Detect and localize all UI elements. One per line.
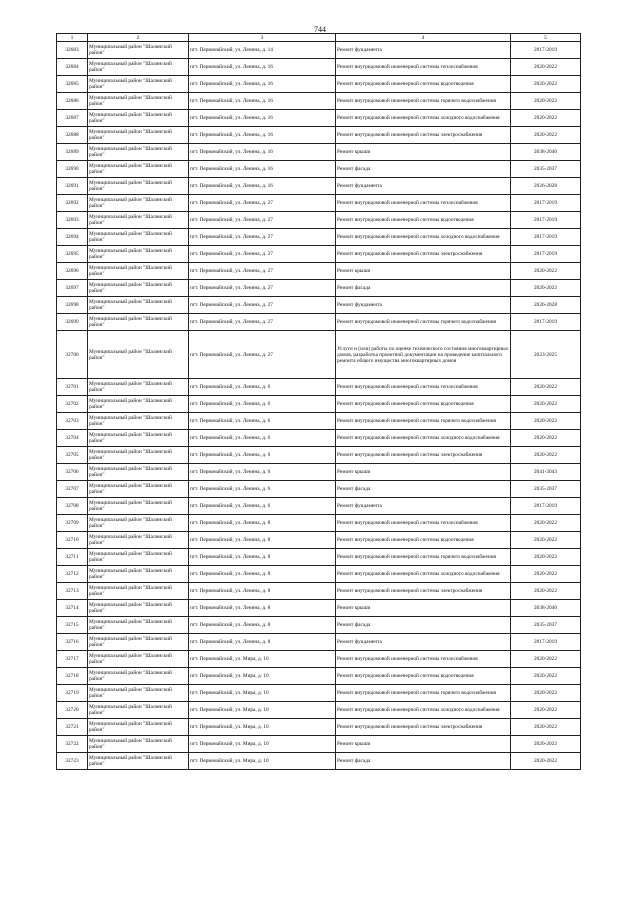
table-body bbox=[57, 42, 581, 770]
period-cell: 2020-2022 bbox=[511, 515, 581, 532]
address-cell: пгт. Первомайский, ул. Ленина, д. 6 bbox=[189, 379, 336, 396]
table-row bbox=[57, 498, 581, 515]
municipality-cell: Муниципальный район "Шалинский район" bbox=[88, 617, 189, 634]
row-id: 32712 bbox=[57, 566, 88, 583]
address-cell: пгт. Первомайский, ул. Ленина, д. 8 bbox=[189, 532, 336, 549]
period-cell: 2035-2037 bbox=[511, 617, 581, 634]
work-type-cell: Ремонт крыши bbox=[336, 144, 511, 161]
table-row bbox=[57, 753, 581, 770]
period-cell: 2017-2019 bbox=[511, 42, 581, 59]
address-cell: пгт. Первомайский, ул. Ленина, д. 6 bbox=[189, 413, 336, 430]
period-cell: 2020-2022 bbox=[511, 430, 581, 447]
table-row bbox=[57, 229, 581, 246]
period-cell: 2017-2019 bbox=[511, 314, 581, 331]
municipality-cell: Муниципальный район "Шалинский район" bbox=[88, 110, 189, 127]
table-row bbox=[57, 532, 581, 549]
municipality-cell: Муниципальный район "Шалинский район" bbox=[88, 464, 189, 481]
work-type-cell: Ремонт фасада bbox=[336, 753, 511, 770]
address-cell: пгт. Первомайский, ул. Ленина, д. 8 bbox=[189, 634, 336, 651]
work-type-cell: Ремонт внутридомовой инженерной системы электроснабжения bbox=[336, 127, 511, 144]
period-cell: 2038-2040 bbox=[511, 600, 581, 617]
table-row bbox=[57, 161, 581, 178]
work-type-cell: Ремонт внутридомовой инженерной системы теплоснабжения bbox=[336, 59, 511, 76]
period-cell: 2020-2022 bbox=[511, 736, 581, 753]
row-id: 32698 bbox=[57, 297, 88, 314]
row-id: 32709 bbox=[57, 515, 88, 532]
table-row bbox=[57, 144, 581, 161]
address-cell: пгт. Первомайский, ул. Ленина, д. 6 bbox=[189, 396, 336, 413]
municipality-cell: Муниципальный район "Шалинский район" bbox=[88, 719, 189, 736]
table-row bbox=[57, 583, 581, 600]
work-type-cell: Ремонт внутридомовой инженерной системы электроснабжения bbox=[336, 583, 511, 600]
municipality-cell: Муниципальный район "Шалинский район" bbox=[88, 161, 189, 178]
page-number: 744 bbox=[314, 25, 326, 34]
address-cell: пгт. Первомайский, ул. Ленина, д. 27 bbox=[189, 314, 336, 331]
table-row bbox=[57, 413, 581, 430]
address-cell: пгт. Первомайский, ул. Ленина, д. 8 bbox=[189, 583, 336, 600]
period-cell: 2017-2019 bbox=[511, 212, 581, 229]
table-row bbox=[57, 263, 581, 280]
period-cell: 2017-2019 bbox=[511, 195, 581, 212]
period-cell: 2020-2022 bbox=[511, 753, 581, 770]
row-id: 32697 bbox=[57, 280, 88, 297]
period-cell: 2020-2022 bbox=[511, 719, 581, 736]
municipality-cell: Муниципальный район "Шалинский район" bbox=[88, 447, 189, 464]
work-type-cell: Ремонт внутридомовой инженерной системы горячего водоснабжения bbox=[336, 685, 511, 702]
work-type-cell: Ремонт фундамента bbox=[336, 178, 511, 195]
period-cell: 2020-2022 bbox=[511, 668, 581, 685]
address-cell: пгт. Первомайский, ул. Ленина, д. 27 bbox=[189, 212, 336, 229]
row-id: 32719 bbox=[57, 685, 88, 702]
period-cell: 2020-2022 bbox=[511, 110, 581, 127]
row-id: 32700 bbox=[57, 331, 88, 379]
column-header-1: 1 bbox=[57, 34, 88, 42]
capital-repair-table bbox=[56, 33, 581, 770]
row-id: 32689 bbox=[57, 144, 88, 161]
address-cell: пгт. Первомайский, ул. Ленина, д. 8 bbox=[189, 549, 336, 566]
table-row bbox=[57, 127, 581, 144]
work-type-cell: Ремонт внутридомовой инженерной системы холодного водоснабжения bbox=[336, 110, 511, 127]
work-type-cell: Ремонт внутридомовой инженерной системы холодного водоснабжения bbox=[336, 229, 511, 246]
address-cell: пгт. Первомайский, ул. Мира, д. 10 bbox=[189, 702, 336, 719]
table-row bbox=[57, 280, 581, 297]
period-cell: 2020-2022 bbox=[511, 549, 581, 566]
work-type-cell: Ремонт внутридомовой инженерной системы холодного водоснабжения bbox=[336, 702, 511, 719]
municipality-cell: Муниципальный район "Шалинский район" bbox=[88, 42, 189, 59]
address-cell: пгт. Первомайский, ул. Ленина, д. 27 bbox=[189, 229, 336, 246]
table-row bbox=[57, 430, 581, 447]
table-row bbox=[57, 110, 581, 127]
row-id: 32702 bbox=[57, 396, 88, 413]
table-row bbox=[57, 651, 581, 668]
work-type-cell: Ремонт внутридомовой инженерной системы водоотведения bbox=[336, 396, 511, 413]
work-type-cell: Услуги и (или) работы по оценке технического состояния многоквартирных домов, разработка проектной документации на проведение капитального ремонта общего имущества многоквартирных домов bbox=[336, 331, 511, 379]
municipality-cell: Муниципальный район "Шалинский район" bbox=[88, 515, 189, 532]
period-cell: 2020-2022 bbox=[511, 413, 581, 430]
municipality-cell: Муниципальный район "Шалинский район" bbox=[88, 195, 189, 212]
address-cell: пгт. Первомайский, ул. Ленина, д. 16 bbox=[189, 76, 336, 93]
column-header-5: 5 bbox=[511, 34, 581, 42]
address-cell: пгт. Первомайский, ул. Ленина, д. 27 bbox=[189, 246, 336, 263]
municipality-cell: Муниципальный район "Шалинский район" bbox=[88, 178, 189, 195]
address-cell: пгт. Первомайский, ул. Ленина, д. 16 bbox=[189, 59, 336, 76]
table-row bbox=[57, 76, 581, 93]
address-cell: пгт. Первомайский, ул. Ленина, д. 27 bbox=[189, 297, 336, 314]
municipality-cell: Муниципальный район "Шалинский район" bbox=[88, 263, 189, 280]
column-header-3: 3 bbox=[189, 34, 336, 42]
row-id: 32720 bbox=[57, 702, 88, 719]
row-id: 32687 bbox=[57, 110, 88, 127]
period-cell: 2020-2022 bbox=[511, 396, 581, 413]
row-id: 32716 bbox=[57, 634, 88, 651]
address-cell: пгт. Первомайский, ул. Ленина, д. 16 bbox=[189, 161, 336, 178]
period-cell: 2020-2022 bbox=[511, 566, 581, 583]
table-row bbox=[57, 379, 581, 396]
municipality-cell: Муниципальный район "Шалинский район" bbox=[88, 331, 189, 379]
row-id: 32690 bbox=[57, 161, 88, 178]
address-cell: пгт. Первомайский, ул. Ленина, д. 16 bbox=[189, 127, 336, 144]
period-cell: 2038-2040 bbox=[511, 144, 581, 161]
row-id: 32695 bbox=[57, 246, 88, 263]
municipality-cell: Муниципальный район "Шалинский район" bbox=[88, 93, 189, 110]
address-cell: пгт. Первомайский, ул. Ленина, д. 6 bbox=[189, 481, 336, 498]
work-type-cell: Ремонт фасада bbox=[336, 481, 511, 498]
period-cell: 2035-2037 bbox=[511, 481, 581, 498]
work-type-cell: Ремонт внутридомовой инженерной системы теплоснабжения bbox=[336, 651, 511, 668]
address-cell: пгт. Первомайский, ул. Мира, д. 10 bbox=[189, 736, 336, 753]
row-id: 32691 bbox=[57, 178, 88, 195]
table-row bbox=[57, 246, 581, 263]
row-id: 32710 bbox=[57, 532, 88, 549]
municipality-cell: Муниципальный район "Шалинский район" bbox=[88, 379, 189, 396]
period-cell: 2020-2022 bbox=[511, 263, 581, 280]
table-row bbox=[57, 566, 581, 583]
municipality-cell: Муниципальный район "Шалинский район" bbox=[88, 76, 189, 93]
period-cell: 2020-2022 bbox=[511, 76, 581, 93]
row-id: 32704 bbox=[57, 430, 88, 447]
work-type-cell: Ремонт внутридомовой инженерной системы холодного водоснабжения bbox=[336, 430, 511, 447]
work-type-cell: Ремонт фасада bbox=[336, 617, 511, 634]
work-type-cell: Ремонт внутридомовой инженерной системы водоотведения bbox=[336, 212, 511, 229]
row-id: 32717 bbox=[57, 651, 88, 668]
header-row bbox=[57, 34, 581, 42]
period-cell: 2041-2043 bbox=[511, 464, 581, 481]
row-id: 32699 bbox=[57, 314, 88, 331]
address-cell: пгт. Первомайский, ул. Ленина, д. 27 bbox=[189, 195, 336, 212]
period-cell: 2017-2019 bbox=[511, 229, 581, 246]
work-type-cell: Ремонт внутридомовой инженерной системы электроснабжения bbox=[336, 246, 511, 263]
row-id: 32721 bbox=[57, 719, 88, 736]
work-type-cell: Ремонт фасада bbox=[336, 280, 511, 297]
address-cell: пгт. Первомайский, ул. Ленина, д. 16 bbox=[189, 110, 336, 127]
table-row bbox=[57, 719, 581, 736]
municipality-cell: Муниципальный район "Шалинский район" bbox=[88, 532, 189, 549]
address-cell: пгт. Первомайский, ул. Ленина, д. 6 bbox=[189, 498, 336, 515]
table-row bbox=[57, 600, 581, 617]
address-cell: пгт. Первомайский, ул. Ленина, д. 16 bbox=[189, 144, 336, 161]
address-cell: пгт. Первомайский, ул. Ленина, д. 27 bbox=[189, 263, 336, 280]
work-type-cell: Ремонт крыши bbox=[336, 464, 511, 481]
municipality-cell: Муниципальный район "Шалинский район" bbox=[88, 498, 189, 515]
table-row bbox=[57, 515, 581, 532]
work-type-cell: Ремонт внутридомовой инженерной системы электроснабжения bbox=[336, 719, 511, 736]
address-cell: пгт. Первомайский, ул. Мира, д. 10 bbox=[189, 685, 336, 702]
row-id: 32722 bbox=[57, 736, 88, 753]
table-row bbox=[57, 668, 581, 685]
column-header-4: 4 bbox=[336, 34, 511, 42]
municipality-cell: Муниципальный район "Шалинский район" bbox=[88, 229, 189, 246]
table-row bbox=[57, 178, 581, 195]
municipality-cell: Муниципальный район "Шалинский район" bbox=[88, 481, 189, 498]
period-cell: 2020-2022 bbox=[511, 583, 581, 600]
address-cell: пгт. Первомайский, ул. Ленина, д. 6 bbox=[189, 430, 336, 447]
municipality-cell: Муниципальный район "Шалинский район" bbox=[88, 212, 189, 229]
period-cell: 2020-2022 bbox=[511, 280, 581, 297]
period-cell: 2020-2022 bbox=[511, 447, 581, 464]
row-id: 32718 bbox=[57, 668, 88, 685]
period-cell: 2035-2037 bbox=[511, 161, 581, 178]
municipality-cell: Муниципальный район "Шалинский район" bbox=[88, 297, 189, 314]
municipality-cell: Муниципальный район "Шалинский район" bbox=[88, 314, 189, 331]
work-type-cell: Ремонт фундамента bbox=[336, 42, 511, 59]
address-cell: пгт. Первомайский, ул. Ленина, д. 14 bbox=[189, 42, 336, 59]
row-id: 32711 bbox=[57, 549, 88, 566]
table-row bbox=[57, 736, 581, 753]
work-type-cell: Ремонт внутридомовой инженерной системы горячего водоснабжения bbox=[336, 93, 511, 110]
municipality-cell: Муниципальный район "Шалинский район" bbox=[88, 668, 189, 685]
row-id: 32683 bbox=[57, 42, 88, 59]
period-cell: 2023-2025 bbox=[511, 331, 581, 379]
row-id: 32705 bbox=[57, 447, 88, 464]
row-id: 32701 bbox=[57, 379, 88, 396]
table-row bbox=[57, 617, 581, 634]
row-id: 32708 bbox=[57, 498, 88, 515]
table-row bbox=[57, 464, 581, 481]
table-row bbox=[57, 396, 581, 413]
address-cell: пгт. Первомайский, ул. Ленина, д. 8 bbox=[189, 515, 336, 532]
address-cell: пгт. Первомайский, ул. Ленина, д. 8 bbox=[189, 566, 336, 583]
period-cell: 2017-2019 bbox=[511, 634, 581, 651]
municipality-cell: Муниципальный район "Шалинский район" bbox=[88, 127, 189, 144]
address-cell: пгт. Первомайский, ул. Ленина, д. 27 bbox=[189, 280, 336, 297]
row-id: 32714 bbox=[57, 600, 88, 617]
work-type-cell: Ремонт фасада bbox=[336, 161, 511, 178]
municipality-cell: Муниципальный район "Шалинский район" bbox=[88, 600, 189, 617]
municipality-cell: Муниципальный район "Шалинский район" bbox=[88, 651, 189, 668]
work-type-cell: Ремонт внутридомовой инженерной системы горячего водоснабжения bbox=[336, 413, 511, 430]
municipality-cell: Муниципальный район "Шалинский район" bbox=[88, 413, 189, 430]
work-type-cell: Ремонт внутридомовой инженерной системы теплоснабжения bbox=[336, 195, 511, 212]
row-id: 32715 bbox=[57, 617, 88, 634]
address-cell: пгт. Первомайский, ул. Ленина, д. 8 bbox=[189, 600, 336, 617]
address-cell: пгт. Первомайский, ул. Ленина, д. 27 bbox=[189, 331, 336, 379]
table-row bbox=[57, 634, 581, 651]
work-type-cell: Ремонт внутридомовой инженерной системы водоотведения bbox=[336, 668, 511, 685]
period-cell: 2020-2022 bbox=[511, 532, 581, 549]
work-type-cell: Ремонт крыши bbox=[336, 263, 511, 280]
municipality-cell: Муниципальный район "Шалинский район" bbox=[88, 430, 189, 447]
row-id: 32684 bbox=[57, 59, 88, 76]
work-type-cell: Ремонт внутридомовой инженерной системы электроснабжения bbox=[336, 447, 511, 464]
row-id: 32696 bbox=[57, 263, 88, 280]
municipality-cell: Муниципальный район "Шалинский район" bbox=[88, 280, 189, 297]
table-row bbox=[57, 481, 581, 498]
period-cell: 2020-2022 bbox=[511, 379, 581, 396]
row-id: 32706 bbox=[57, 464, 88, 481]
row-id: 32713 bbox=[57, 583, 88, 600]
period-cell: 2020-2022 bbox=[511, 702, 581, 719]
table-row bbox=[57, 314, 581, 331]
row-id: 32723 bbox=[57, 753, 88, 770]
municipality-cell: Муниципальный район "Шалинский район" bbox=[88, 246, 189, 263]
municipality-cell: Муниципальный район "Шалинский район" bbox=[88, 549, 189, 566]
row-id: 32686 bbox=[57, 93, 88, 110]
municipality-cell: Муниципальный район "Шалинский район" bbox=[88, 685, 189, 702]
address-cell: пгт. Первомайский, ул. Ленина, д. 8 bbox=[189, 617, 336, 634]
table-row bbox=[57, 195, 581, 212]
period-cell: 2020-2022 bbox=[511, 59, 581, 76]
table-row bbox=[57, 212, 581, 229]
table-row bbox=[57, 549, 581, 566]
work-type-cell: Ремонт внутридомовой инженерной системы водоотведения bbox=[336, 532, 511, 549]
table-row bbox=[57, 42, 581, 59]
row-id: 32703 bbox=[57, 413, 88, 430]
row-id: 32688 bbox=[57, 127, 88, 144]
table-row bbox=[57, 702, 581, 719]
work-type-cell: Ремонт внутридомовой инженерной системы водоотведения bbox=[336, 76, 511, 93]
row-id: 32693 bbox=[57, 212, 88, 229]
municipality-cell: Муниципальный район "Шалинский район" bbox=[88, 736, 189, 753]
address-cell: пгт. Первомайский, ул. Ленина, д. 6 bbox=[189, 447, 336, 464]
table-row bbox=[57, 447, 581, 464]
table-row bbox=[57, 297, 581, 314]
work-type-cell: Ремонт крыши bbox=[336, 600, 511, 617]
address-cell: пгт. Первомайский, ул. Мира, д. 10 bbox=[189, 651, 336, 668]
work-type-cell: Ремонт внутридомовой инженерной системы теплоснабжения bbox=[336, 379, 511, 396]
work-type-cell: Ремонт фундамента bbox=[336, 498, 511, 515]
municipality-cell: Муниципальный район "Шалинский район" bbox=[88, 583, 189, 600]
row-id: 32694 bbox=[57, 229, 88, 246]
address-cell: пгт. Первомайский, ул. Ленина, д. 16 bbox=[189, 93, 336, 110]
table-row bbox=[57, 93, 581, 110]
address-cell: пгт. Первомайский, ул. Мира, д. 10 bbox=[189, 753, 336, 770]
work-type-cell: Ремонт внутридомовой инженерной системы горячего водоснабжения bbox=[336, 549, 511, 566]
row-id: 32685 bbox=[57, 76, 88, 93]
period-cell: 2017-2019 bbox=[511, 246, 581, 263]
column-header-2: 2 bbox=[88, 34, 189, 42]
table-row bbox=[57, 331, 581, 379]
municipality-cell: Муниципальный район "Шалинский район" bbox=[88, 753, 189, 770]
work-type-cell: Ремонт внутридомовой инженерной системы горячего водоснабжения bbox=[336, 314, 511, 331]
work-type-cell: Ремонт фундамента bbox=[336, 634, 511, 651]
period-cell: 2026-2028 bbox=[511, 297, 581, 314]
period-cell: 2017-2019 bbox=[511, 498, 581, 515]
work-type-cell: Ремонт внутридомовой инженерной системы холодного водоснабжения bbox=[336, 566, 511, 583]
municipality-cell: Муниципальный район "Шалинский район" bbox=[88, 702, 189, 719]
municipality-cell: Муниципальный район "Шалинский район" bbox=[88, 144, 189, 161]
row-id: 32707 bbox=[57, 481, 88, 498]
municipality-cell: Муниципальный район "Шалинский район" bbox=[88, 59, 189, 76]
work-type-cell: Ремонт фундамента bbox=[336, 297, 511, 314]
table-row bbox=[57, 59, 581, 76]
municipality-cell: Муниципальный район "Шалинский район" bbox=[88, 396, 189, 413]
period-cell: 2020-2022 bbox=[511, 685, 581, 702]
municipality-cell: Муниципальный район "Шалинский район" bbox=[88, 634, 189, 651]
work-type-cell: Ремонт внутридомовой инженерной системы теплоснабжения bbox=[336, 515, 511, 532]
period-cell: 2026-2028 bbox=[511, 178, 581, 195]
work-type-cell: Ремонт крыши bbox=[336, 736, 511, 753]
municipality-cell: Муниципальный район "Шалинский район" bbox=[88, 566, 189, 583]
period-cell: 2020-2022 bbox=[511, 651, 581, 668]
address-cell: пгт. Первомайский, ул. Мира, д. 10 bbox=[189, 668, 336, 685]
address-cell: пгт. Первомайский, ул. Ленина, д. 6 bbox=[189, 464, 336, 481]
period-cell: 2020-2022 bbox=[511, 93, 581, 110]
address-cell: пгт. Первомайский, ул. Ленина, д. 16 bbox=[189, 178, 336, 195]
period-cell: 2020-2022 bbox=[511, 127, 581, 144]
row-id: 32692 bbox=[57, 195, 88, 212]
address-cell: пгт. Первомайский, ул. Мира, д. 10 bbox=[189, 719, 336, 736]
table-row bbox=[57, 685, 581, 702]
